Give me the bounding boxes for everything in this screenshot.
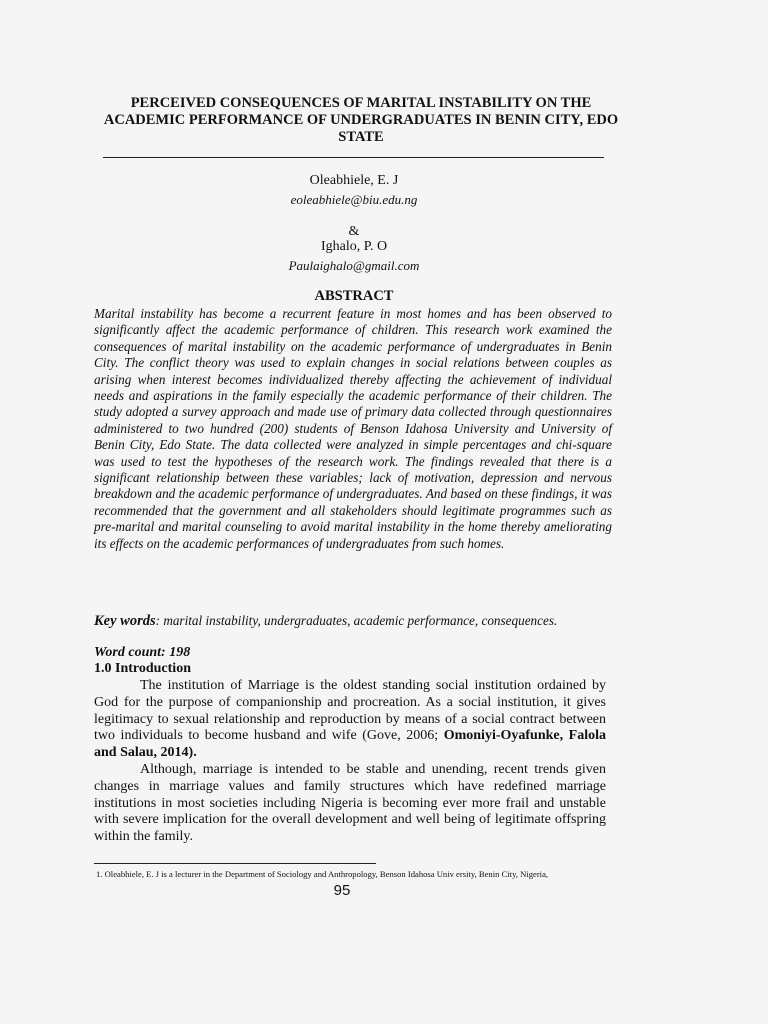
author-1-email: eoleabhiele@biu.edu.ng (290, 192, 418, 207)
author-2-email: Paulaighalo@gmail.com (288, 258, 420, 273)
keywords (94, 613, 612, 629)
introduction-body (94, 678, 606, 846)
paper-title: PERCEIVED CONSEQUENCES OF MARITAL INSTABILITY ON THE ACADEMIC PERFORMANCE OF UNDERGRADUATES IN BENIN CITY, EDO STATE (103, 95, 619, 145)
footnote-divider (94, 863, 376, 864)
citation: Omoniyi-Oyafunke, Falola and Salau, 2014 (94, 728, 607, 761)
title-divider (103, 157, 604, 158)
introduction-paragraph-1 (94, 678, 606, 762)
keywords-label: Key words (94, 613, 156, 629)
author-separator: & (348, 224, 360, 239)
footnote: 1. Oleabhiele, E. J is a lecturer in the Department of Sociology and Anthropology, Benson Idahosa Univ ersity, Benin City, Nigeria, (96, 869, 549, 879)
author-1-name: Oleabhiele, E. J (309, 173, 399, 188)
section-heading-introduction: 1.0 Introduction (94, 661, 191, 676)
introduction-paragraph-1-text: The institution of Marriage is the oldest standing social institution ordained by God for the purpose of companionship and procreation. As a social institution, it gives legitimacy to sexual relationship and reproduction by means of a social contract between two individuals to become husband and wife (Gove, 2006; (94, 678, 606, 744)
abstract-heading: ABSTRACT (314, 288, 394, 304)
introduction-paragraph-2: Although, marriage is intended to be stable and unending, recent trends given changes in marriage values and family structures which have redefined marriage institutions in most societies including Nigeria is becoming ever more frail and unstable with severe implication for the overall development and well being of legitimate offspring within the family. (94, 761, 606, 845)
abstract-text: Marital instability has become a recurrent feature in most homes and has been observed to significantly affect the academic performance of children. This research work examined the consequences of marital instability on the academic performance of undergraduates in Benin City. The conflict theory was used to explain changes in social relations between couples as arising when interest becomes individualized thereby affecting the achievement of individual needs and aspirations in the family especially the academic performance of their children. The study adopted a survey approach and made use of primary data collected through questionnaires administered to two hundred (200) students of Benson Idahosa University and University of Benin City, Edo State. The data collected were analyzed in simple percentages and chi-square was used to test the hypotheses of the research work. The findings revealed that there is a significant relationship between these variables; lack of motivation, depression and nervous breakdown and the academic performance of undergraduates. And based on these findings, it was recommended that the government and all stakeholders should legitimate programmes such as pre-marital and marital counseling to avoid marital instability in the home thereby ameliorating its effects on the academic performances of undergraduates from such homes. (94, 306, 612, 551)
keywords-text: : marital instability, undergraduates, academic performance, consequences. (155, 613, 558, 628)
author-2-name: Ighalo, P. O (320, 239, 388, 254)
citation-end: ). (188, 745, 197, 761)
word-count: Word count: 198 (94, 645, 191, 660)
page-number: 95 (333, 882, 351, 899)
